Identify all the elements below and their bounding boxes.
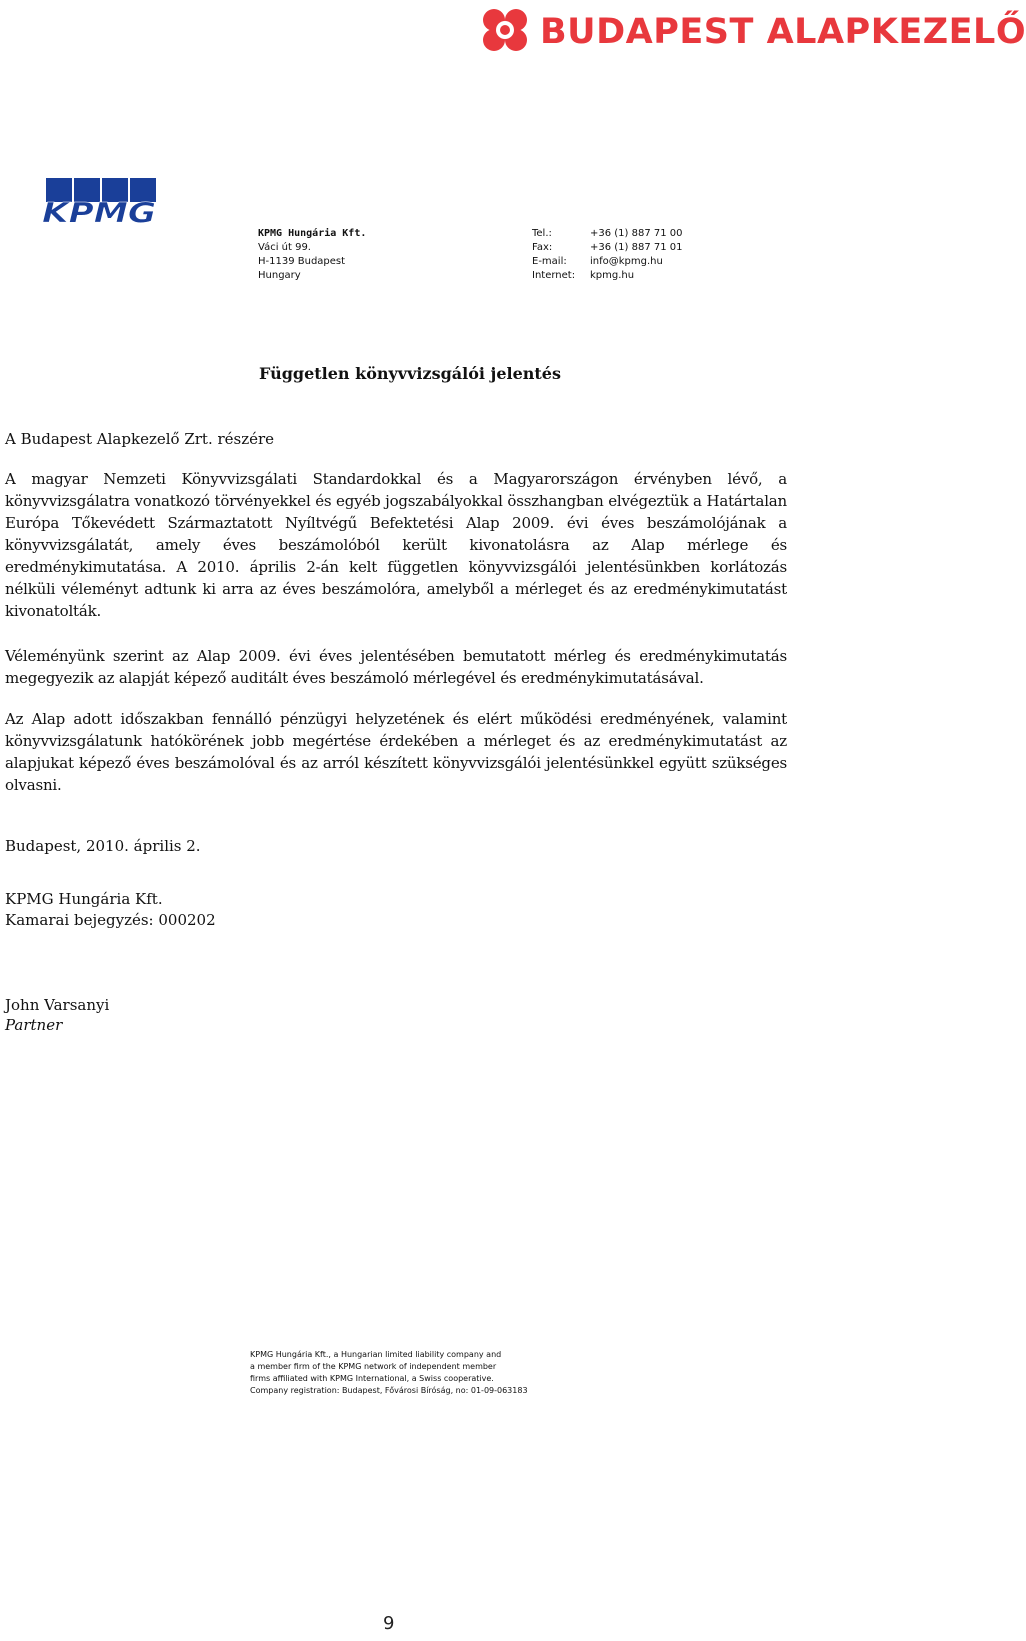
report-title: Független könyvvizsgálói jelentés xyxy=(259,364,561,383)
contact-value: kpmg.hu xyxy=(590,270,635,281)
legal-line: firms affiliated with KPMG International, a Swiss cooperative. xyxy=(250,1374,494,1383)
contact-block xyxy=(532,227,683,283)
contact-label: E-mail: xyxy=(532,256,567,267)
sender-street: Váci út 99. xyxy=(258,242,311,253)
report-paragraph-1: A magyar Nemzeti Könyvvizsgálati Standardokkal és a Magyarországon érvényben lévő, a könyvvizsgálatra vonatkozó törvényekkel és egyéb jogszabályokkal összhangban elvégeztük a Határtalan Európa Tőkevédett Származtatott Nyíltvégű Befektetési Alap 2009. évi éves beszámolójának a könyvvizsgálatát, amely éves beszámolóból került kivonatolásra az Alap mérlege és eredménykimutatása. A 2010. április 2-án kelt független könyvvizsgálói jelentésünkben korlátozás nélküli véleményt adtunk ki arra az éves beszámolóra, amelyből a mérleget és az eredménykimutatást kivonatolták. xyxy=(5,470,787,620)
report-firm: KPMG Hungária Kft. xyxy=(5,890,163,908)
page-number: 9 xyxy=(383,1613,395,1634)
legal-footer xyxy=(250,1349,528,1397)
report-signatory: John Varsanyi xyxy=(5,996,110,1014)
sender-name: KPMG Hungária Kft. xyxy=(258,228,367,239)
sender-address xyxy=(258,227,366,283)
report-registration: Kamarai bejegyzés: 000202 xyxy=(5,911,216,929)
sender-country: Hungary xyxy=(258,270,301,281)
legal-line: a member firm of the KPMG network of independent member xyxy=(250,1362,497,1371)
contact-label: Fax: xyxy=(532,242,553,253)
contact-row-internet xyxy=(532,269,683,283)
sender-city: H-1139 Budapest xyxy=(258,256,346,267)
report-addressee: A Budapest Alapkezelő Zrt. részére xyxy=(5,430,275,448)
contact-row-tel xyxy=(532,227,683,241)
brand-name: BUDAPEST ALAPKEZELŐ xyxy=(540,12,1026,52)
contact-value: info@kpmg.hu xyxy=(590,256,663,267)
legal-line: Company registration: Budapest, Fővárosi Bíróság, no: 01-09-063183 xyxy=(250,1386,528,1395)
kpmg-logo-text: KPMG xyxy=(42,196,156,229)
contact-row-fax xyxy=(532,241,683,255)
legal-line: KPMG Hungária Kft., a Hungarian limited liability company and xyxy=(250,1350,502,1359)
report-signatory-role: Partner xyxy=(5,1016,63,1034)
contact-value: +36 (1) 887 71 00 xyxy=(590,228,683,239)
budapest-alapkezelo-logo-icon xyxy=(480,6,530,54)
contact-label: Tel.: xyxy=(532,228,552,239)
brand-header xyxy=(480,6,1026,54)
report-paragraph-2: Véleményünk szerint az Alap 2009. évi éves jelentésében bemutatott mérleg és eredménykimutatás megegyezik az alapját képező auditált éves beszámoló mérlegével és eredménykimutatásával. xyxy=(5,647,787,687)
contact-label: Internet: xyxy=(532,270,576,281)
contact-value: +36 (1) 887 71 01 xyxy=(590,242,683,253)
contact-row-email xyxy=(532,255,683,269)
report-paragraph-3: Az Alap adott időszakban fennálló pénzügyi helyzetének és elért működési eredményének, valamint könyvvizsgálatunk hatókörének jobb megértése érdekében a mérleget és az eredménykimutatást az alapjukat képező éves beszámolóval és az arról készített könyvvizsgálói jelentésünkkel együtt szükséges olvasni. xyxy=(5,710,787,794)
report-place-date: Budapest, 2010. április 2. xyxy=(5,837,201,855)
kpmg-logo-icon xyxy=(40,178,162,229)
